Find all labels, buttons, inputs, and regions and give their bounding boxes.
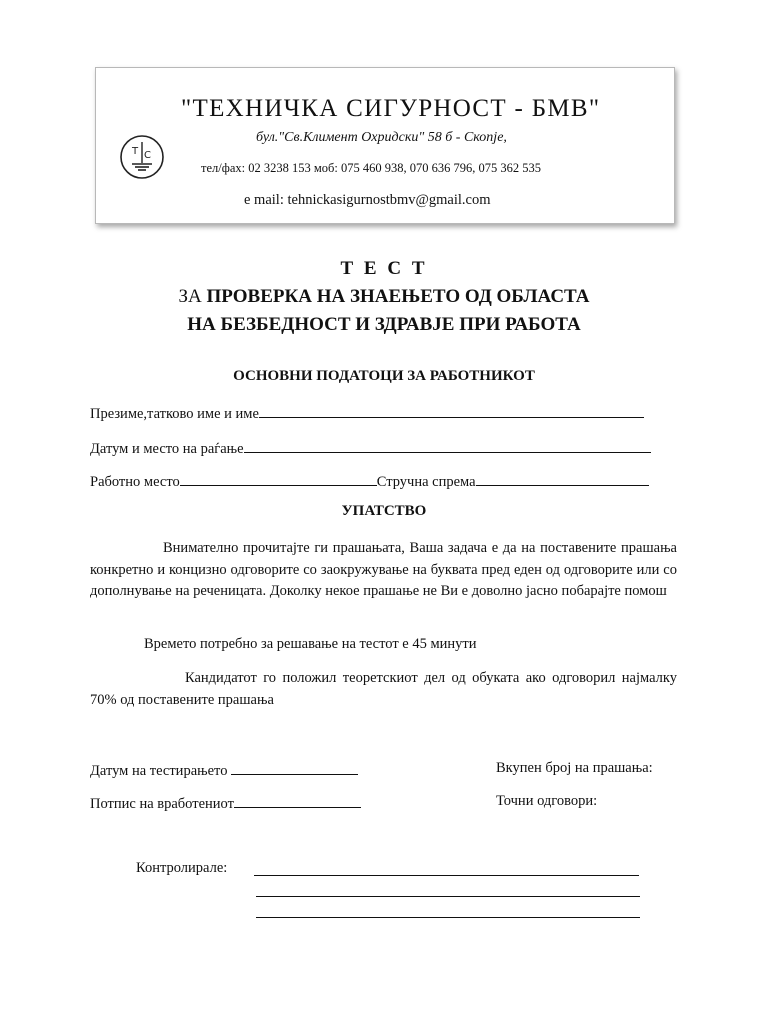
instructions-paragraph-2 [90, 634, 677, 656]
name-field[interactable] [259, 403, 644, 418]
basic-data-heading: ОСНОВНИ ПОДАТОЦИ ЗА РАБОТНИКОТ [233, 368, 535, 384]
workplace-field[interactable] [180, 471, 377, 486]
company-header [95, 67, 675, 224]
company-name: "ТЕХНИЧКА СИГУРНОСТ - БМВ" [181, 95, 601, 122]
instructions-heading: УПАТСТВО [341, 503, 427, 519]
test-subtitle-line2: НА БЕЗБЕДНОСТ И ЗДРАВЈЕ ПРИ РАБОТА [187, 314, 581, 335]
svg-text:T: T [132, 146, 139, 157]
svg-text:C: C [144, 150, 151, 161]
controlled-signature-line-3[interactable] [256, 917, 640, 918]
test-date-row [90, 760, 358, 780]
education-label: Стручна спрема [376, 474, 476, 490]
signature-field[interactable] [234, 793, 361, 808]
signature-label: Потпис на вработениот [90, 796, 234, 812]
instructions-paragraph-3 [90, 668, 677, 711]
birth-label: Датум и место на раѓање [90, 441, 244, 457]
instructions-paragraph-1 [90, 538, 677, 603]
birth-row [90, 438, 651, 458]
company-email: e mail: tehnickasigurnostbmv@gmail.com [244, 192, 491, 208]
education-field[interactable] [476, 471, 649, 486]
test-subtitle-line1 [0, 286, 768, 308]
instructions-text-3: Кандидатот го положил теоретскиот дел од обуката ако одговорил најмалку 70% од поставените прашања [90, 670, 677, 708]
controlled-signature-line-1[interactable] [254, 875, 639, 876]
test-subtitle-prefix: ЗА [178, 286, 207, 307]
total-questions-label: Вкупен број на прашања: [496, 760, 653, 776]
birth-field[interactable] [244, 438, 651, 453]
instructions-text-2: Времето потребно за решавање на тестот е 45 минути [144, 636, 477, 652]
workplace-row [90, 471, 649, 491]
company-address: бул."Св.Климент Охридски" 58 б - Скопје, [256, 130, 507, 145]
signature-row [90, 793, 361, 813]
test-date-label: Датум на тестирањето [90, 763, 228, 779]
instructions-text-1: Внимателно прочитајте ги прашањата, Ваша задача е да на поставените прашања конкретно и концизно одговорите со заокружување на буквата пред еден од одговорите или со дополнување на реченицата. Доколку некое прашање не Ви е доволно јасно побарајте помош [90, 540, 677, 599]
test-date-field[interactable] [231, 760, 358, 775]
workplace-label: Работно место [90, 474, 180, 490]
name-row [90, 403, 644, 423]
controlled-signature-line-2[interactable] [256, 896, 640, 897]
name-label: Презиме,татково име и име [90, 406, 259, 422]
test-title: Т Е С Т [340, 258, 428, 279]
correct-answers-label: Точни одговори: [496, 793, 598, 809]
test-subtitle-text: ПРОВЕРКА НА ЗНАЕЊЕТО ОД ОБЛАСТА [206, 286, 590, 307]
company-phone: тел/фах: 02 3238 153 моб: 075 460 938, 070 636 796, 075 362 535 [201, 161, 541, 175]
controlled-label: Контролирале: [136, 860, 228, 876]
company-logo-icon [118, 133, 166, 181]
